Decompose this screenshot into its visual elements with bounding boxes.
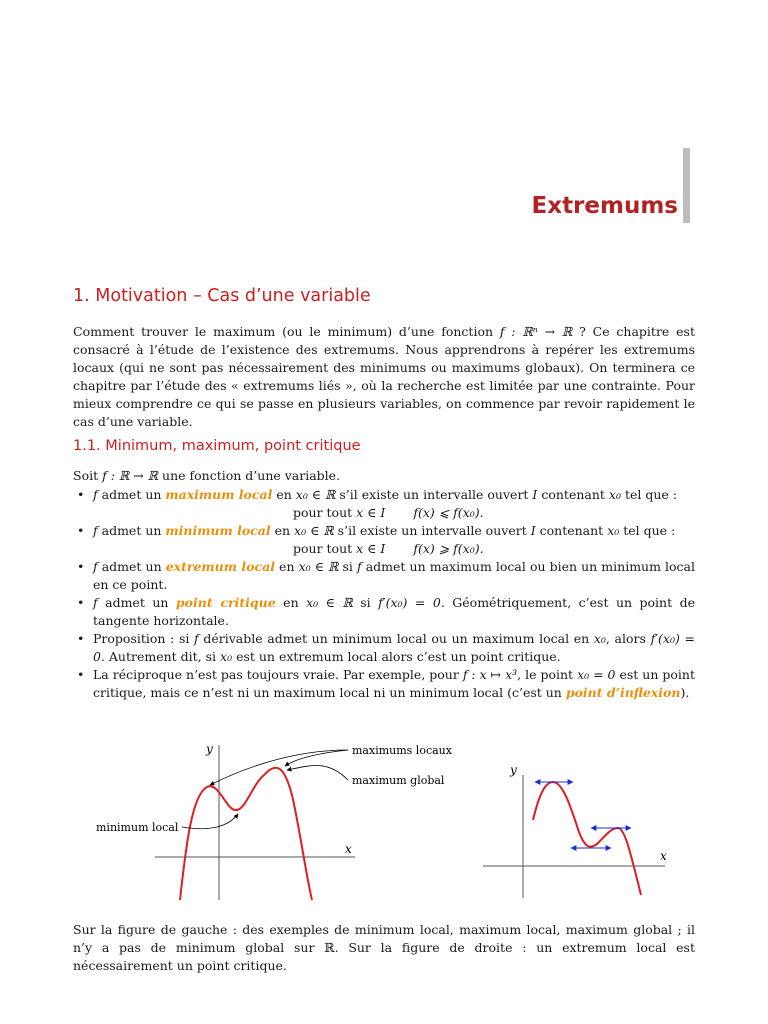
math-x0: x₀ bbox=[593, 631, 606, 646]
math-f: f bbox=[93, 595, 98, 610]
text: si bbox=[352, 595, 379, 610]
text: est un extremum local alors c’est un point critique. bbox=[232, 649, 561, 664]
arrow-max-global bbox=[287, 766, 348, 780]
text: La réciproque n’est pas toujours vraie. Par exemple, pour bbox=[93, 667, 463, 682]
math-x0-eq: x₀ = 0 bbox=[577, 667, 616, 682]
formula-minimum bbox=[93, 540, 695, 558]
text: contenant bbox=[535, 523, 608, 538]
text: est un point critique, mais ce n’est ni un maximum local ni un minimum local (c’est un bbox=[93, 667, 695, 700]
intro-text-2: ? Ce chapitre est consacré à l’étude de l’existence des extremums. Nous apprendrons à repérer les extremums locaux (qui ne sont pas nécessairement des minimums ou maximums globaux). On terminera ce chapitre par l’étude des « extremums liés », où la recherche est limitée par une contrainte. Pour mieux comprendre ce qui se passe en plusieurs variables, on commence par revoir rapidement le cas d’une variable. bbox=[73, 324, 695, 429]
label-maximums-locaux: maximums locaux bbox=[352, 744, 452, 757]
math-I: I bbox=[530, 523, 536, 538]
term-minimum-local: minimum local bbox=[165, 523, 271, 538]
text: admet un maximum local ou bien un minimum local en ce point. bbox=[93, 559, 696, 592]
list-item-extremum-local bbox=[73, 558, 695, 594]
x-axis-label: x bbox=[660, 849, 667, 863]
math-x0: x₀ ∈ ℝ bbox=[294, 523, 334, 538]
term-point-critique: point critique bbox=[175, 595, 276, 610]
chapter-bar bbox=[683, 148, 690, 223]
bullet-dot: • bbox=[77, 487, 85, 502]
math-x0: x₀ ∈ ℝ bbox=[295, 487, 336, 502]
math-x0: x₀ bbox=[608, 487, 621, 502]
x-axis-label: x bbox=[345, 842, 352, 856]
intro-text-1: Comment trouver le maximum (ou le minimum) d’une fonction bbox=[73, 324, 500, 339]
formula-text: pour tout bbox=[293, 541, 357, 556]
list-item-point-critique bbox=[73, 594, 695, 630]
text: en bbox=[270, 523, 295, 538]
figure-left bbox=[80, 735, 452, 905]
y-axis-label: y bbox=[206, 742, 213, 756]
text: en bbox=[275, 595, 307, 610]
figure-right bbox=[475, 760, 675, 900]
text: admet un bbox=[97, 595, 176, 610]
conclusion-paragraph: Sur la figure de gauche : des exemples de minimum local, maximum local, maximum global ; il n’y a pas de minimum global sur ℝ. Sur la figure de droite : un extremum local est nécessairement un point critique. bbox=[73, 922, 695, 973]
formula-text: pour tout bbox=[293, 505, 357, 520]
arrow-max-local-2 bbox=[285, 750, 348, 766]
bullet-dot: • bbox=[77, 595, 85, 610]
formula-maximum bbox=[93, 504, 695, 522]
text: en bbox=[272, 487, 296, 502]
text: tel que : bbox=[620, 487, 677, 502]
function-curve bbox=[180, 768, 312, 900]
bullet-dot: • bbox=[77, 667, 85, 682]
formula-inequality: f(x) ⩾ f(x₀). bbox=[413, 541, 484, 556]
text: admet un bbox=[97, 487, 166, 502]
text: , alors bbox=[605, 631, 651, 646]
term-extremum-local: extremum local bbox=[165, 559, 275, 574]
term-point-inflexion: point d’inflexion bbox=[565, 685, 681, 700]
text: . Géométriquement, c’est un point de tangente horizontale. bbox=[93, 595, 696, 628]
text: . Autrement dit, si bbox=[100, 649, 221, 664]
text: admet un bbox=[97, 523, 166, 538]
math-f: f bbox=[357, 559, 362, 574]
math-f: f bbox=[93, 559, 98, 574]
label-minimum-local: minimum local bbox=[96, 821, 179, 834]
formula-domain: x ∈ I bbox=[356, 505, 386, 520]
function-curve bbox=[533, 782, 641, 895]
bullet-dot: • bbox=[77, 523, 85, 538]
bullet-dot: • bbox=[77, 559, 85, 574]
soit-math: f : ℝ → ℝ bbox=[102, 468, 159, 483]
math-derivative: f′(x₀) = 0 bbox=[93, 631, 695, 664]
text: s’il existe un intervalle ouvert bbox=[333, 523, 531, 538]
math-x0: x₀ ∈ ℝ bbox=[298, 559, 339, 574]
subsection-title: 1.1. Minimum, maximum, point critique bbox=[73, 438, 361, 454]
label-maximum-global: maximum global bbox=[352, 774, 445, 787]
text: Proposition : si bbox=[93, 631, 195, 646]
section-title: 1. Motivation – Cas d’une variable bbox=[73, 286, 371, 306]
text: tel que : bbox=[619, 523, 676, 538]
term-maximum-local: maximum local bbox=[165, 487, 273, 502]
list-item-maximum-local bbox=[73, 486, 695, 522]
math-map: f : x ↦ x³ bbox=[462, 667, 518, 682]
text: en bbox=[274, 559, 299, 574]
y-axis-label: y bbox=[510, 763, 517, 777]
math-f: f bbox=[194, 631, 199, 646]
math-f: f bbox=[93, 523, 98, 538]
text: s’il existe un intervalle ouvert bbox=[335, 487, 533, 502]
text: si bbox=[338, 559, 358, 574]
math-x0: x₀ bbox=[607, 523, 620, 538]
chapter-title: Extremums bbox=[531, 193, 678, 219]
math-x0: x₀ bbox=[220, 649, 233, 664]
math-I: I bbox=[532, 487, 538, 502]
formula-domain: x ∈ I bbox=[356, 541, 386, 556]
math-x0: x₀ ∈ ℝ bbox=[306, 595, 353, 610]
soit-text-2: une fonction d’une variable. bbox=[158, 468, 341, 483]
math-f: f bbox=[93, 487, 98, 502]
text: ). bbox=[680, 685, 690, 700]
text: contenant bbox=[537, 487, 609, 502]
math-derivative: f′(x₀) = 0 bbox=[378, 595, 441, 610]
text: dérivable admet un minimum local ou un maximum local en bbox=[198, 631, 594, 646]
soit-paragraph bbox=[73, 467, 695, 485]
list-item-reciproque bbox=[73, 666, 695, 702]
list-item-proposition bbox=[73, 630, 695, 666]
list-item-minimum-local bbox=[73, 522, 695, 558]
definition-list bbox=[73, 486, 695, 702]
text: , le point bbox=[517, 667, 578, 682]
text: admet un bbox=[97, 559, 166, 574]
soit-text-1: Soit bbox=[73, 468, 103, 483]
intro-math: f : ℝⁿ → ℝ bbox=[499, 324, 573, 339]
bullet-dot: • bbox=[77, 631, 85, 646]
formula-inequality: f(x) ⩽ f(x₀). bbox=[413, 505, 484, 520]
intro-paragraph bbox=[73, 323, 695, 431]
